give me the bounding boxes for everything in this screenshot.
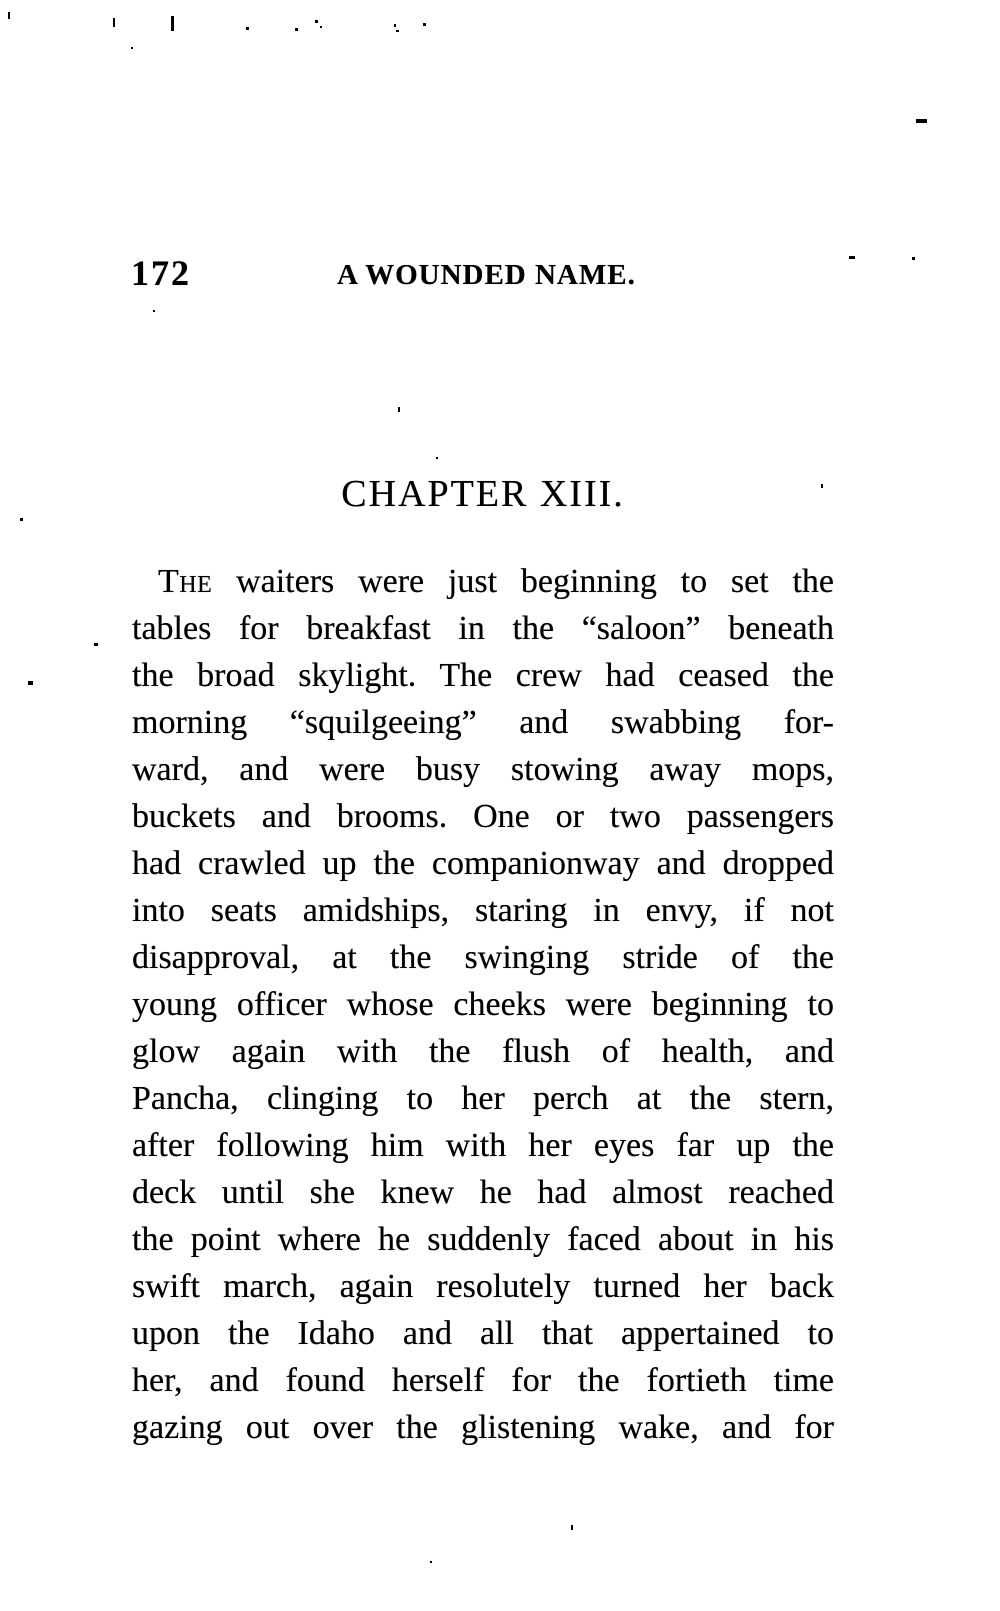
scan-speck: [436, 457, 438, 459]
text-line: swift march, again resolutely turned her back: [132, 1268, 834, 1305]
scan-speck: [571, 1525, 573, 1530]
scan-speck: [394, 24, 396, 27]
scan-speck: [320, 26, 322, 28]
text-line: the point where he suddenly faced about in his: [132, 1221, 834, 1258]
text-line: gazing out over the glistening wake, and for: [132, 1409, 834, 1446]
chapter-text: [132, 558, 834, 1451]
scan-speck: [849, 256, 855, 259]
scan-speck: [113, 18, 115, 27]
scan-speck: [430, 1561, 432, 1563]
text-line: [132, 558, 834, 605]
scan-speck: [396, 30, 399, 32]
scan-speck: [916, 119, 927, 123]
chapter-heading: CHAPTER XIII.: [341, 473, 625, 515]
running-title: A WOUNDED NAME.: [337, 259, 636, 291]
text-line: young officer whose cheeks were beginning to: [132, 986, 834, 1023]
scan-speck: [171, 16, 174, 31]
text-line: into seats amidships, staring in envy, if not: [132, 892, 834, 929]
text-line: her, and found herself for the fortieth time: [132, 1362, 834, 1399]
text-line: morning “squilgeeing” and swabbing for-: [132, 704, 834, 741]
text-line: after following him with her eyes far up the: [132, 1127, 834, 1164]
scan-speck: [246, 27, 249, 30]
text-line: disapproval, at the swinging stride of the: [132, 939, 834, 976]
page-number: 172: [131, 253, 191, 293]
scan-speck: [315, 20, 318, 23]
text-line: buckets and brooms. One or two passengers: [132, 798, 834, 835]
scan-speck: [153, 310, 155, 312]
text-line: tables for breakfast in the “saloon” beneath: [132, 610, 834, 647]
scan-speck: [295, 28, 298, 31]
text-line: deck until she knew he had almost reached: [132, 1174, 834, 1211]
text-line: glow again with the flush of health, and: [132, 1033, 834, 1070]
text-line: ward, and were busy stowing away mops,: [132, 751, 834, 788]
scan-speck: [912, 257, 915, 260]
text-line: the broad skylight. The crew had ceased the: [132, 657, 834, 694]
scan-speck: [28, 681, 33, 685]
scan-speck: [821, 484, 823, 488]
text-line: upon the Idaho and all that appertained to: [132, 1315, 834, 1352]
scan-speck: [131, 47, 133, 49]
scan-speck: [423, 23, 426, 26]
scan-speck: [94, 643, 98, 646]
text-line-remainder: waiters were just beginning to set the: [236, 563, 834, 600]
text-line: Pancha, clinging to her perch at the stern,: [132, 1080, 834, 1117]
scan-speck: [398, 407, 400, 412]
text-line: had crawled up the companionway and dropped: [132, 845, 834, 882]
scan-speck: [20, 518, 23, 521]
lead-word: The: [158, 563, 213, 600]
scan-speck: [8, 12, 10, 19]
